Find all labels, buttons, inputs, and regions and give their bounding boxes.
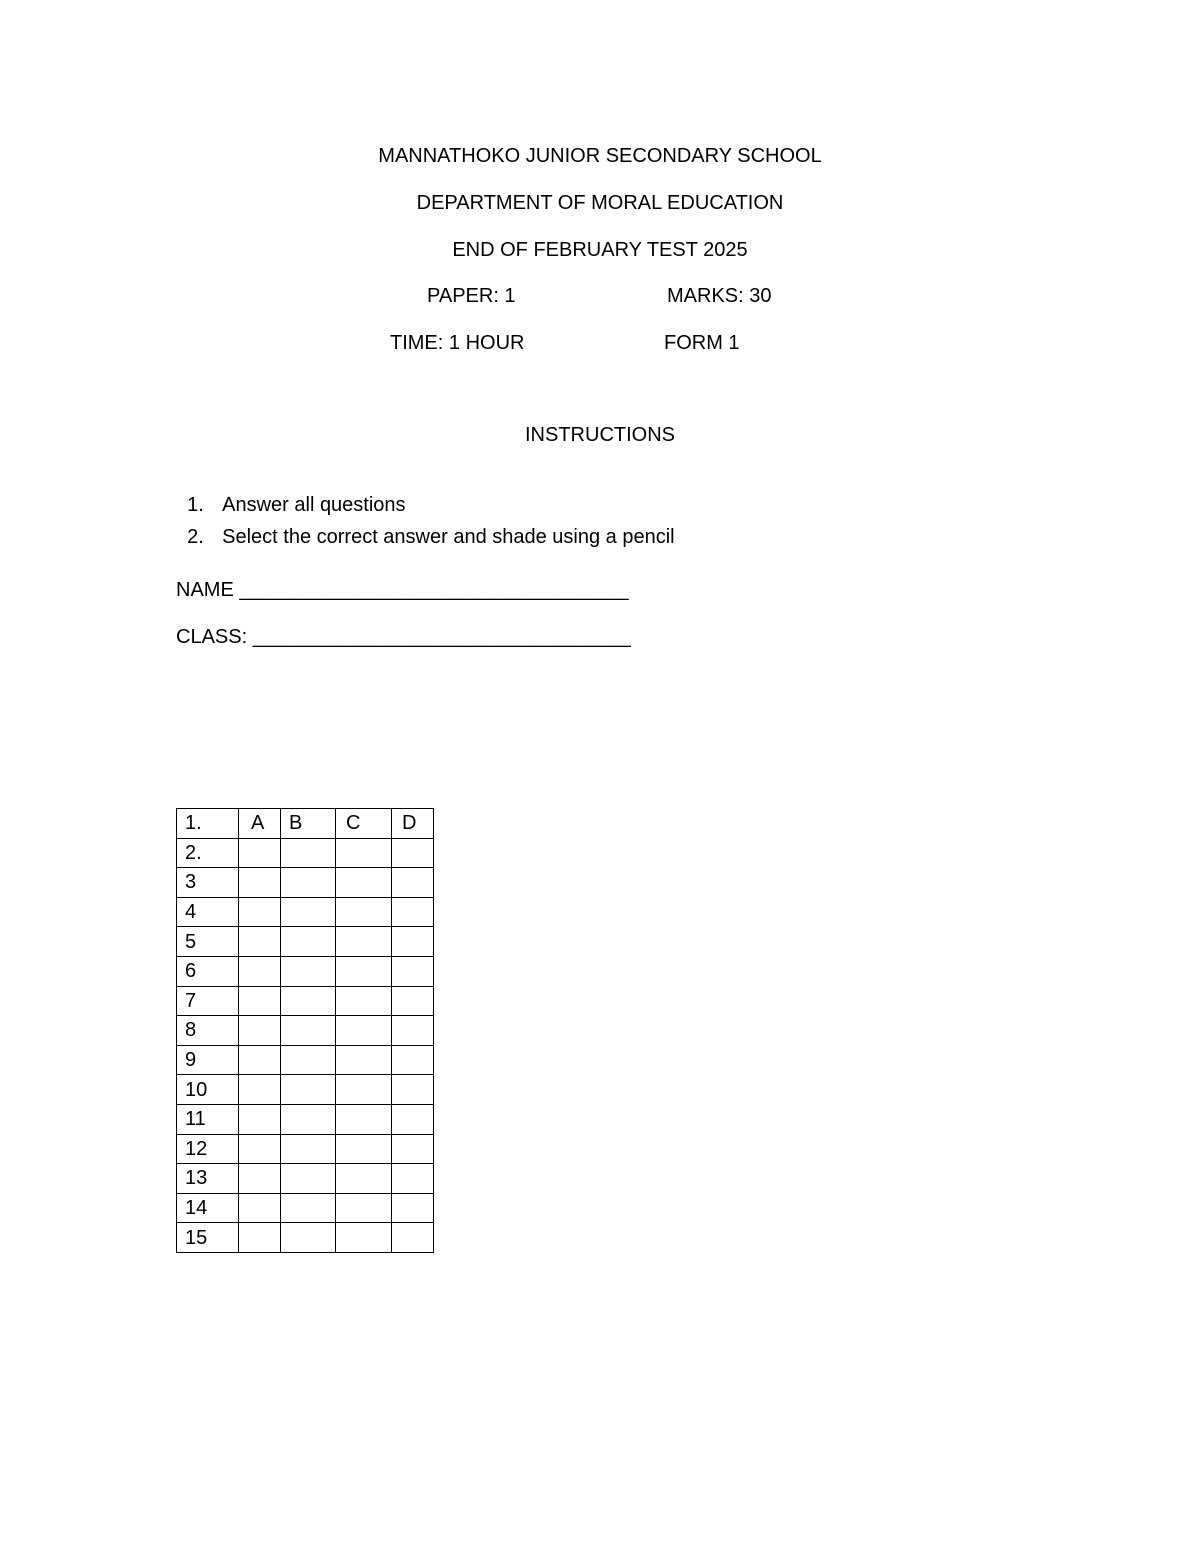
question-number: 6 — [177, 956, 239, 986]
class-field[interactable]: CLASS: __________________________________ — [176, 626, 631, 648]
instruction-number: 1. — [187, 494, 204, 516]
option-label-b[interactable]: B — [281, 809, 336, 839]
answer-cell[interactable] — [392, 838, 434, 868]
answer-row — [177, 1104, 434, 1134]
answer-cell[interactable] — [281, 1193, 336, 1223]
answer-cell[interactable] — [392, 897, 434, 927]
answer-row — [177, 1193, 434, 1223]
answer-row — [177, 838, 434, 868]
question-number: 4 — [177, 897, 239, 927]
answer-cell[interactable] — [336, 897, 392, 927]
answer-cell[interactable] — [281, 838, 336, 868]
instructions-title: INSTRUCTIONS — [525, 424, 675, 446]
answer-cell[interactable] — [336, 1164, 392, 1194]
test-title: END OF FEBRUARY TEST 2025 — [452, 239, 748, 261]
answer-cell[interactable] — [281, 1104, 336, 1134]
answer-cell[interactable] — [392, 1134, 434, 1164]
paper-label: PAPER: 1 — [427, 285, 516, 307]
answer-cell[interactable] — [281, 1075, 336, 1105]
answer-cell[interactable] — [239, 1134, 281, 1164]
answer-cell[interactable] — [281, 956, 336, 986]
answer-cell[interactable] — [336, 986, 392, 1016]
question-number: 3 — [177, 868, 239, 898]
marks-label: MARKS: 30 — [667, 285, 772, 307]
answer-row — [177, 986, 434, 1016]
answer-cell[interactable] — [239, 897, 281, 927]
instruction-text: Select the correct answer and shade using a pencil — [222, 526, 675, 548]
answer-cell[interactable] — [336, 1223, 392, 1253]
answer-cell[interactable] — [239, 1193, 281, 1223]
answer-cell[interactable] — [239, 927, 281, 957]
answer-cell[interactable] — [392, 1016, 434, 1046]
answer-cell[interactable] — [239, 868, 281, 898]
answer-row — [177, 1075, 434, 1105]
question-number: 5 — [177, 927, 239, 957]
answer-cell[interactable] — [239, 1016, 281, 1046]
answer-cell[interactable] — [392, 1045, 434, 1075]
question-number: 10 — [177, 1075, 239, 1105]
answer-cell[interactable] — [392, 1164, 434, 1194]
answer-cell[interactable] — [392, 956, 434, 986]
answer-cell[interactable] — [239, 1164, 281, 1194]
question-number: 1. — [177, 809, 239, 839]
answer-cell[interactable] — [281, 897, 336, 927]
option-label-d[interactable]: D — [392, 809, 434, 839]
answer-cell[interactable] — [239, 956, 281, 986]
answer-cell[interactable] — [281, 927, 336, 957]
answer-cell[interactable] — [392, 1223, 434, 1253]
answer-row — [177, 1134, 434, 1164]
answer-cell[interactable] — [239, 1075, 281, 1105]
instruction-text: Answer all questions — [222, 494, 406, 516]
answer-row — [177, 1045, 434, 1075]
question-number: 7 — [177, 986, 239, 1016]
answer-cell[interactable] — [281, 1016, 336, 1046]
answer-cell[interactable] — [239, 986, 281, 1016]
answer-cell[interactable] — [336, 956, 392, 986]
answer-cell[interactable] — [392, 986, 434, 1016]
answer-cell[interactable] — [336, 1016, 392, 1046]
department-name: DEPARTMENT OF MORAL EDUCATION — [416, 192, 784, 214]
answer-cell[interactable] — [281, 1045, 336, 1075]
answer-cell[interactable] — [239, 1045, 281, 1075]
answer-row — [177, 956, 434, 986]
answer-cell[interactable] — [281, 868, 336, 898]
answer-cell[interactable] — [336, 1075, 392, 1105]
answer-cell[interactable] — [239, 1223, 281, 1253]
answer-row — [177, 809, 434, 839]
question-number: 15 — [177, 1223, 239, 1253]
question-number: 9 — [177, 1045, 239, 1075]
answer-cell[interactable] — [392, 1193, 434, 1223]
answer-cell[interactable] — [239, 1104, 281, 1134]
answer-row — [177, 897, 434, 927]
answer-cell[interactable] — [281, 1134, 336, 1164]
school-name: MANNATHOKO JUNIOR SECONDARY SCHOOL — [378, 145, 822, 167]
option-label-a[interactable]: A — [239, 809, 281, 839]
time-label: TIME: 1 HOUR — [390, 332, 525, 354]
answer-cell[interactable] — [281, 986, 336, 1016]
question-number: 14 — [177, 1193, 239, 1223]
answer-cell[interactable] — [392, 868, 434, 898]
answer-cell[interactable] — [392, 1104, 434, 1134]
answer-cell[interactable] — [336, 1104, 392, 1134]
answer-cell[interactable] — [336, 1045, 392, 1075]
answer-row — [177, 927, 434, 957]
question-number: 11 — [177, 1104, 239, 1134]
answer-cell[interactable] — [392, 927, 434, 957]
answer-cell[interactable] — [281, 1164, 336, 1194]
answer-cell[interactable] — [336, 1134, 392, 1164]
question-number: 13 — [177, 1164, 239, 1194]
name-field[interactable]: NAME ___________________________________ — [176, 579, 629, 601]
instruction-number: 2. — [187, 526, 204, 548]
question-number: 8 — [177, 1016, 239, 1046]
instruction-item — [176, 501, 675, 549]
answer-cell[interactable] — [336, 1193, 392, 1223]
answer-cell[interactable] — [336, 927, 392, 957]
answer-cell[interactable] — [239, 838, 281, 868]
question-number: 2. — [177, 838, 239, 868]
answer-cell[interactable] — [281, 1223, 336, 1253]
answer-cell[interactable] — [336, 838, 392, 868]
answer-row — [177, 868, 434, 898]
question-number: 12 — [177, 1134, 239, 1164]
answer-cell[interactable] — [392, 1075, 434, 1105]
answer-sheet-table — [176, 808, 434, 1253]
form-label: FORM 1 — [664, 332, 740, 354]
answer-cell[interactable] — [336, 868, 392, 898]
answer-row — [177, 1164, 434, 1194]
answer-row — [177, 1223, 434, 1253]
option-label-c[interactable]: C — [336, 809, 392, 839]
answer-row — [177, 1016, 434, 1046]
